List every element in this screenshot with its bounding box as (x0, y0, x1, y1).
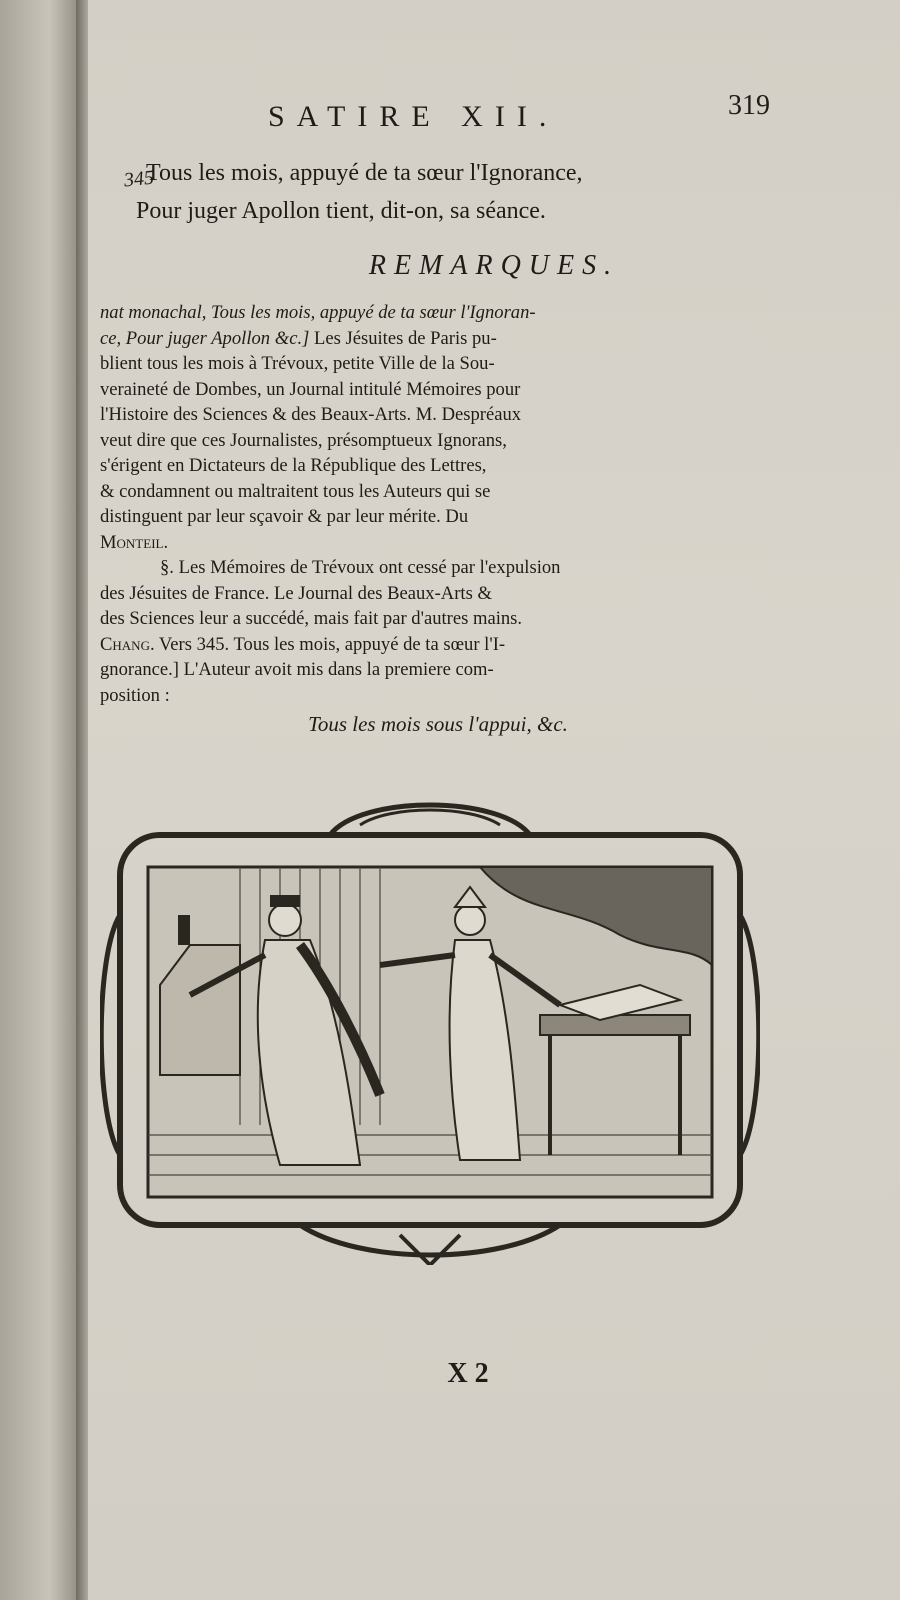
note-line (100, 632, 800, 658)
note-fragment: Vers 345. Tous les mois, appuyé de ta sœur l'I- (154, 633, 506, 655)
note-line: des Jésuites de France. Le Journal des Beaux-Arts & (100, 582, 492, 604)
note-line: gnorance.] L'Auteur avoit mis dans la premiere com- (100, 659, 494, 680)
note-line: blient tous les mois à Trévoux, petite Ville de la Sou- (100, 353, 495, 374)
note-line: des Sciences leur a succédé, mais fait par d'autres mains. (100, 608, 523, 629)
verse-text: Pour juger Apollon tient, dit-on, sa séance. (136, 198, 546, 224)
verse-text: Tous les mois, appuyé de ta sœur l'Ignorance, (146, 160, 583, 186)
note-line: l'Histoire des Sciences & des Beaux-Arts. M. Despréaux (100, 404, 522, 425)
note-line: s'érigent en Dictateurs de la République des Lettres, (100, 455, 487, 476)
note-fragment: Les Jésuites de Paris pu- (309, 327, 497, 349)
note-line: & condamnent ou maltraitent tous les Auteurs qui se (100, 480, 491, 502)
remarks-text (100, 300, 800, 708)
page-header (88, 88, 900, 138)
note-citation: ce, Pour juger Apollon &c.] (100, 327, 310, 349)
note-line: nat monachal, Tous les mois, appuyé de ta sœur l'Ignoran- (100, 302, 536, 323)
book-page (88, 0, 900, 1600)
running-head: SATIRE XII. (268, 100, 559, 133)
engraved-vignette-illustration (100, 795, 760, 1265)
note-line: §. Les Mémoires de Trévoux ont cessé par l'expulsion (160, 557, 561, 578)
signature-mark: X 2 (447, 1358, 489, 1389)
quoted-variant: Tous les mois sous l'appui, &c. (308, 712, 568, 736)
verse-number: 345 (122, 166, 156, 192)
page-number: 319 (728, 90, 770, 121)
note-line: position : (100, 684, 170, 706)
note-line: distinguent par leur sçavoir & par leur mérite. Du (100, 506, 469, 527)
verse-line (136, 198, 546, 225)
note-line (100, 326, 800, 352)
note-abbrev: Chang. (100, 633, 155, 655)
note-line: Monteil. (100, 531, 169, 553)
left-page-edge (0, 0, 82, 1600)
verse-line (122, 160, 583, 192)
note-line: veraineté de Dombes, un Journal intitulé Mémoires pour (100, 378, 521, 400)
note-line: veut dire que ces Journalistes, présomptueux Ignorans, (100, 429, 507, 451)
section-heading: REMARQUES. (368, 250, 620, 281)
